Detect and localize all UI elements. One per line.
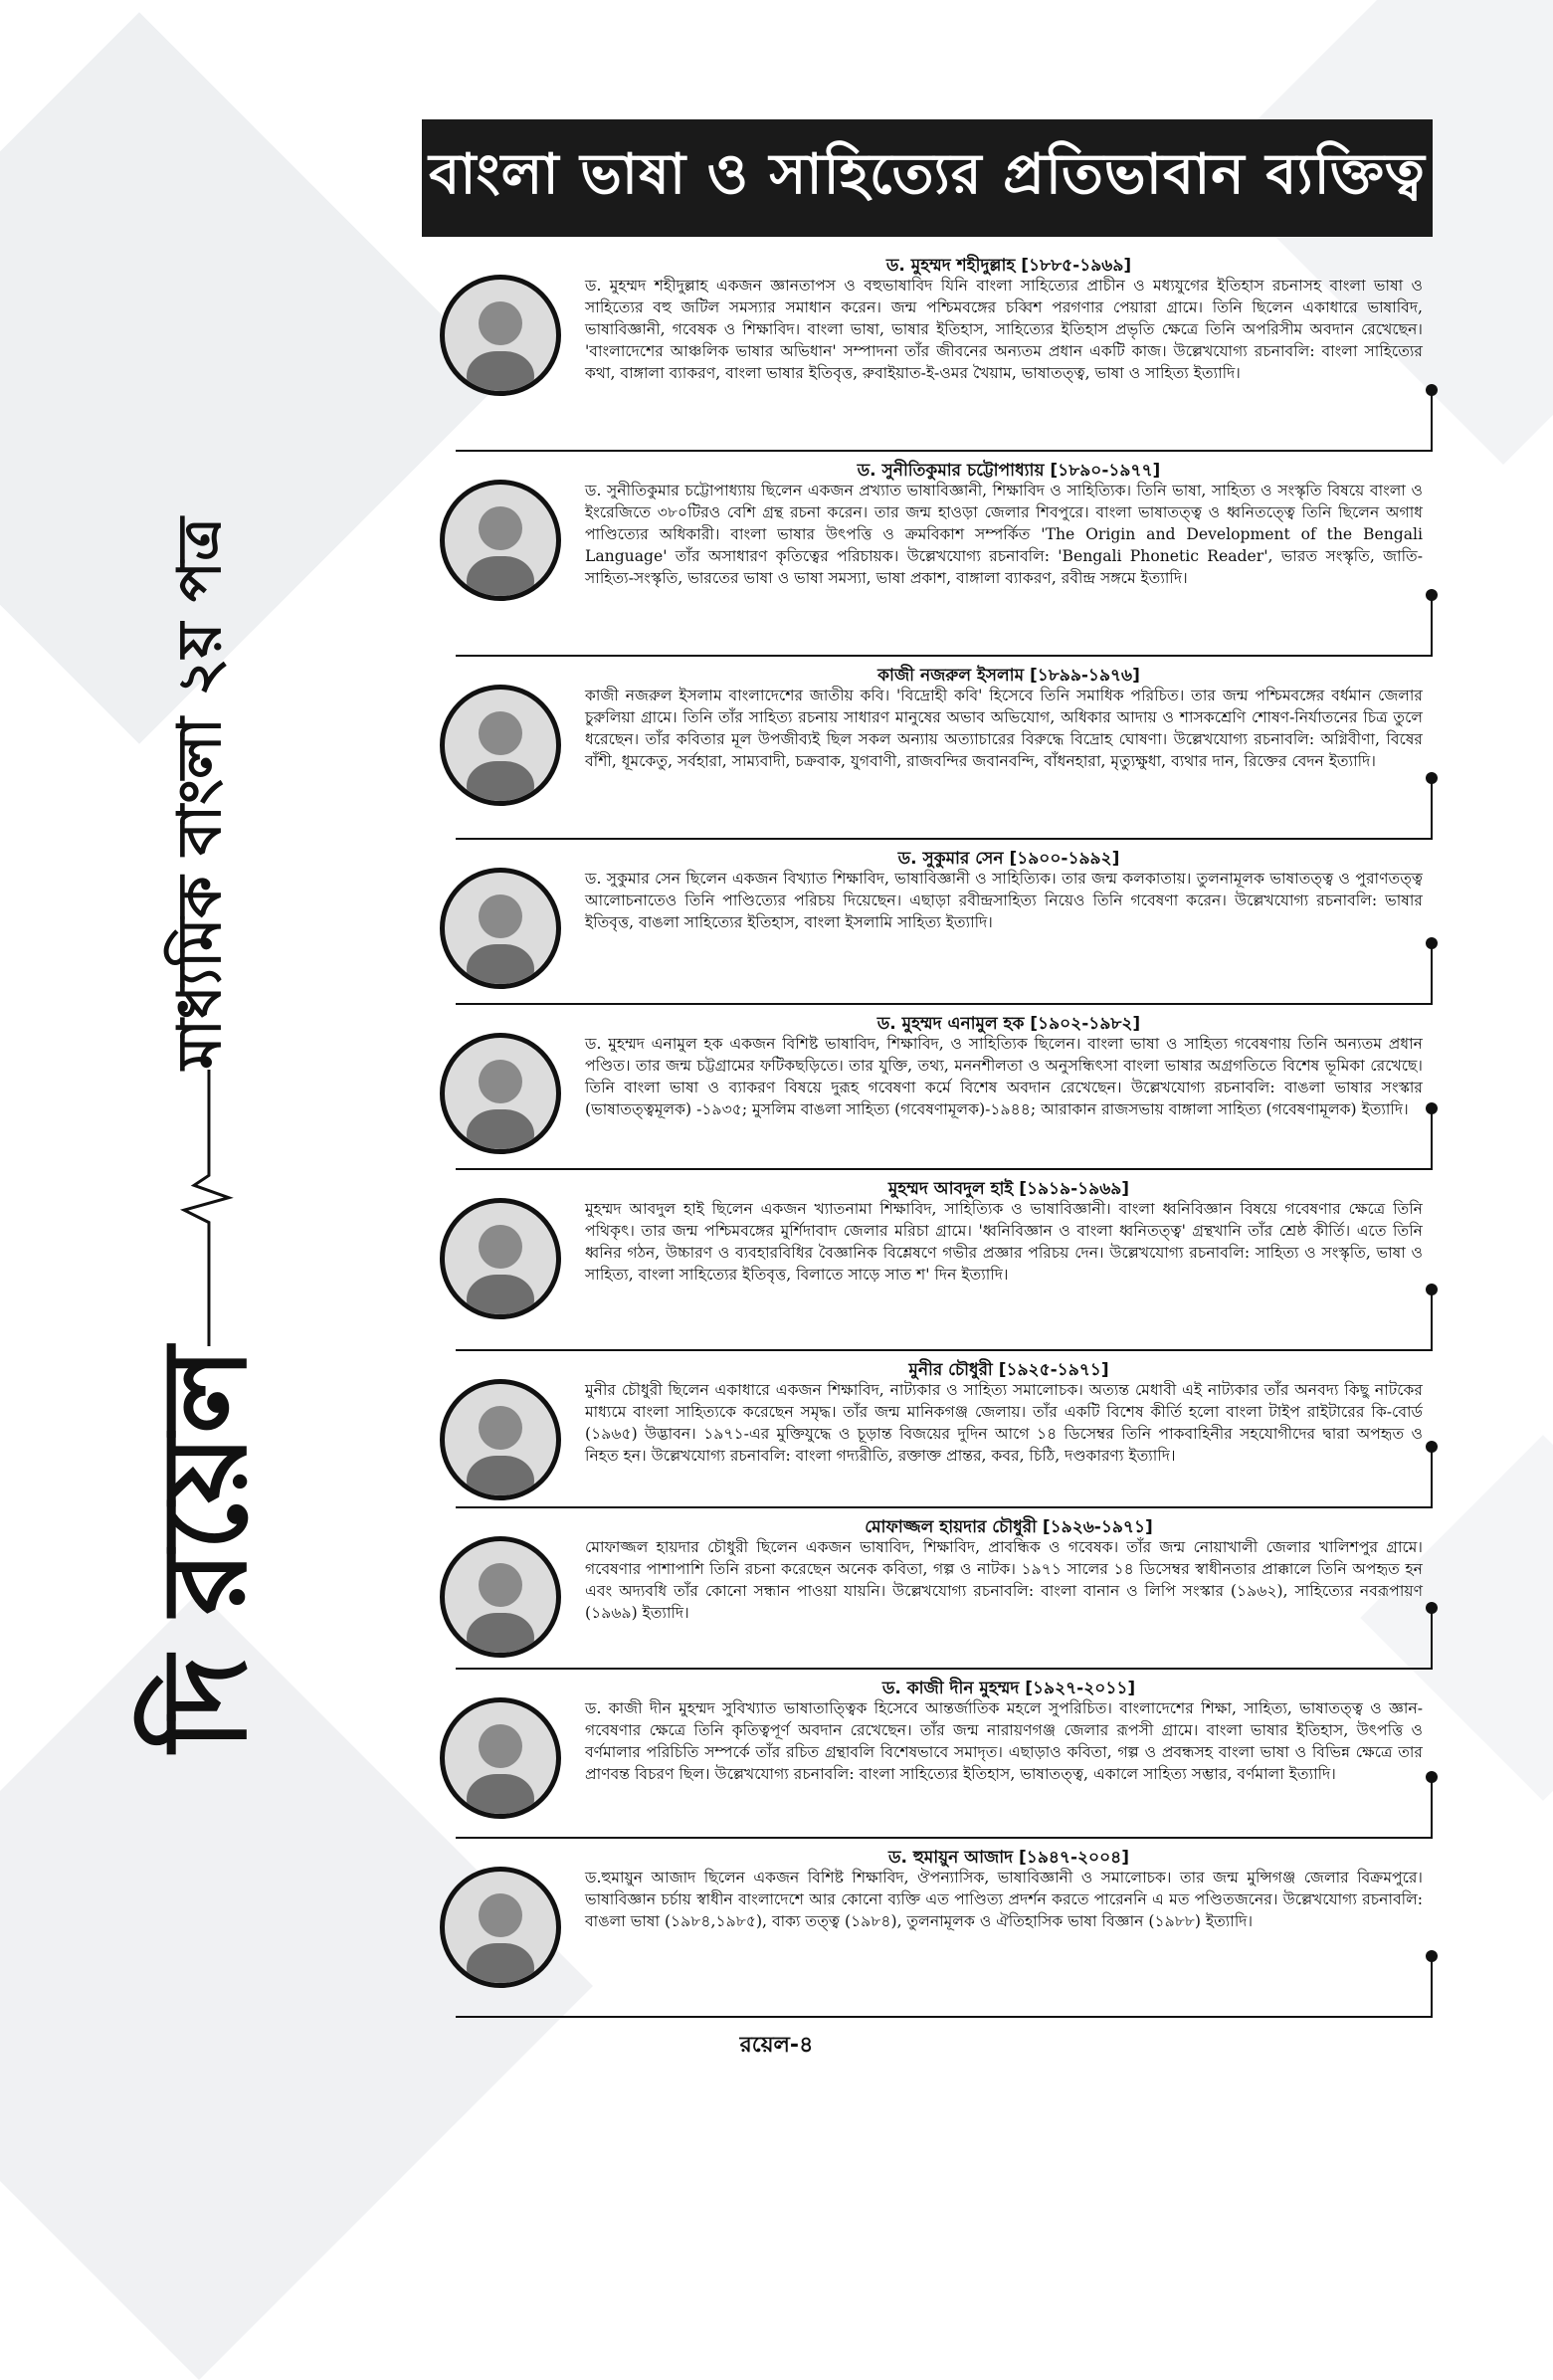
person-name: মোফাজ্জল হায়দার চৌধুরী [১৯২৬-১৯৭১]: [865, 1517, 1153, 1537]
separator-bracket: [1431, 780, 1433, 840]
separator-rule: [456, 1349, 1433, 1351]
separator-rule: [456, 1003, 1433, 1005]
bullet-dot-icon: [1426, 384, 1438, 396]
bullet-dot-icon: [1426, 1441, 1438, 1453]
portrait-photo: [440, 275, 561, 396]
separator-rule: [456, 655, 1433, 657]
separator-rule: [456, 2016, 1433, 2018]
person-biography: ড. সুকুমার সেন ছিলেন একজন বিখ্যাত শিক্ষাবিদ, ভাষাবিজ্ঞানী ও সাহিত্যিক। তার জন্ম কলকাতায়। তুলনামূলক ভাষাতত্ত্ব ও পুরাণতত্ত্ব আলোচনাতেও তিনি পাণ্ডিত্যের পরিচয় দিয়েছেন। এছাড়া রবীন্দ্রসাহিত্য নিয়েও তিনি গবেষণা করেন। উল্লেখযোগ্য রচনাবলি: ভাষার ইতিবৃত্ত, বাঙলা সাহিত্যের ইতিহাস, বাংলা ইসলামি সাহিত্য ইত্যাদি।: [585, 870, 1423, 931]
person-biography: কাজী নজরুল ইসলাম বাংলাদেশের জাতীয় কবি। 'বিদ্রোহী কবি' হিসেবে তিনি সমাধিক পরিচিত। তার জন্ম পশ্চিমবঙ্গের বর্ধমান জেলার চুরুলিয়া গ্রামে। তিনি তাঁর সাহিত্য রচনায় সাধারণ মানুষের অভাব অভিযোগ, অধিকার আদায় ও শাসকশ্রেণি শোষণ-নির্যাতনের চিত্র তুলে ধরেছেন। তাঁর কবিতার মূল উপজীব্যই ছিল সকল অন্যায় অত্যাচারের বিরুদ্ধে বিদ্রোহ ঘোষণা। উল্লেখযোগ্য রচনাবলি: অগ্নিবীণা, বিষের বাঁশী, ধূমকেতু, সর্বহারা, সাম্যবাদী, চক্রবাক, যুগবাণী, রাজবন্দির জবানবন্দি, বাঁধনহারা, মৃত্যুক্ষুধা, ব্যথার দান, রিক্তের বেদন ইত্যাদি।: [585, 687, 1423, 770]
separator-bracket: [1431, 1958, 1433, 2018]
biography-entry: [436, 1514, 1433, 1676]
separator-rule: [456, 838, 1433, 840]
bullet-dot-icon: [1426, 1102, 1438, 1114]
pulse-line-icon: [144, 1070, 264, 1347]
bullet-dot-icon: [1426, 1602, 1438, 1614]
biography-entry: [436, 1176, 1433, 1357]
biography-entry: [436, 1357, 1433, 1514]
person-biography: ড.হুমায়ুন আজাদ ছিলেন একজন বিশিষ্ট শিক্ষাবিদ, ঔপন্যাসিক, ভাষাবিজ্ঞানী ও সমালোচক। তার জন্ম মুন্সিগঞ্জ জেলার বিক্রমপুরে। ভাষাবিজ্ঞান চর্চায় স্বাধীন বাংলাদেশে আর কোনো ব্যক্তি এত পাণ্ডিত্য প্রদর্শন করতে পারেননি এ মত পণ্ডিতজনের। উল্লেখযোগ্য রচনাবলি: বাঙলা ভাষা (১৯৮৪,১৯৮৫), বাক্য তত্ত্ব (১৯৮৪), তুলনামূলক ও ঐতিহাসিক ভাষা বিজ্ঞান (১৯৮৮) ইত্যাদি।: [585, 1869, 1423, 1930]
biography-entry: [436, 846, 1433, 1011]
person-name: মুহম্মদ আবদুল হাই [১৯১৯-১৯৬৯]: [887, 1179, 1130, 1199]
biography-entry: [436, 663, 1433, 846]
portrait-photo: [440, 1198, 561, 1319]
person-name: ড. কাজী দীন মুহম্মদ [১৯২৭-২০১১]: [881, 1679, 1136, 1698]
person-name: ড. মুহম্মদ এনামুল হক [১৯০২-১৯৮২]: [876, 1014, 1141, 1034]
biography-entry: [436, 1845, 1433, 2024]
portrait-photo: [440, 1697, 561, 1819]
person-name: মুনীর চৌধুরী [১৯২৫-১৯৭১]: [908, 1360, 1109, 1380]
portrait-photo: [440, 1033, 561, 1154]
person-biography: ড. মুহম্মদ শহীদুল্লাহ একজন জ্ঞানতাপস ও বহুভাষাবিদ যিনি বাংলা সাহিত্যের প্রাচীন ও মধ্যযুগের ইতিহাস রচনাসহ বাংলা ভাষা ও সাহিত্যের বহু জটিল সমস্যার সমাধান করেন। জন্ম পশ্চিমবঙ্গের চব্বিশ পরগণার পেয়ারা গ্রামে। তিনি ছিলেন একাধারে ভাষাবিদ, ভাষাবিজ্ঞানী, গবেষক ও শিক্ষাবিদ। বাংলা ভাষা, ভাষার ইতিহাস, সাহিত্যের ইতিহাস প্রভৃতি ক্ষেত্রে তিনি অপরিসীম অবদান রেখেছেন। 'বাংলাদেশের আঞ্চলিক ভাষার অভিধান' সম্পাদনা তাঁর জীবনের অন্যতম প্রধান একটি কাজ। উল্লেখযোগ্য রচনাবলি: বাংলা সাহিত্যের কথা, বাঙ্গালা ব্যাকরণ, বাংলা ভাষার ইতিবৃত্ত, রুবাইয়াত-ই-ওমর খৈয়াম, ভাষাতত্ত্ব, ভাষা ও সাহিত্য ইত্যাদি।: [585, 277, 1423, 382]
page-title: বাংলা ভাষা ও সাহিত্যের প্রতিভাবান ব্যক্তিত্ব: [429, 142, 1426, 207]
person-biography: ড. কাজী দীন মুহম্মদ সুবিখ্যাত ভাষাতাত্ত্বিক হিসেবে আন্তর্জাতিক মহলে সুপরিচিত। বাংলাদেশের শিক্ষা, সাহিত্য, ভাষাতত্ত্ব ও জ্ঞান-গবেষণার ক্ষেত্রে তিনি কৃতিত্বপূর্ণ অবদান রেখেছেন। তাঁর জন্ম নারায়ণগঞ্জ জেলার রূপসী গ্রামে। বাংলা ভাষার ইতিহাস, উৎপত্তি ও বর্ণমালার পরিচিতি সম্পর্কে তাঁর রচিত গ্রন্থাবলি বিশেষভাবে সমাদৃত। এছাড়াও কবিতা, গল্প ও প্রবন্ধসহ বাংলা ভাষা ও বিভিন্ন ক্ষেত্রে তার প্রাণবন্ত বিচরণ ছিল। উল্লেখযোগ্য রচনাবলি: বাংলা সাহিত্যের ইতিহাস, ভাষাতত্ত্ব, একালে সাহিত্য সম্ভার, বর্ণমালা ইত্যাদি।: [585, 1699, 1423, 1783]
separator-rule: [456, 1168, 1433, 1170]
person-name: ড. সুকুমার সেন [১৯০০-১৯৯২]: [897, 849, 1120, 869]
portrait-photo: [440, 1536, 561, 1658]
separator-bracket: [1431, 1610, 1433, 1670]
person-biography: মুহম্মদ আবদুল হাই ছিলেন একজন খ্যাতনামা শিক্ষাবিদ, সাহিত্যিক ও ভাষাবিজ্ঞানী। বাংলা ধ্বনিবিজ্ঞান বিষয়ে গবেষণার ক্ষেত্রে তিনি পথিকৃৎ। তার জন্ম পশ্চিমবঙ্গের মুর্শিদাবাদ জেলার মরিচা গ্রামে। 'ধ্বনিবিজ্ঞান ও বাংলা ধ্বনিতত্ত্ব' গ্রন্থখানি তাঁর শ্রেষ্ঠ কীর্তি। এতে তিনি ধ্বনির গঠন, উচ্চারণ ও ব্যবহারবিধির বৈজ্ঞানিক বিশ্লেষণে গভীর প্রজ্ঞার পরিচয় দেন। উল্লেখযোগ্য রচনাবলি: সাহিত্য ও সংস্কৃতি, ভাষা ও সাহিত্য, বাংলা সাহিত্যের ইতিবৃত্ত, বিলাতে সাড়ে সাত শ' দিন ইত্যাদি।: [585, 1200, 1423, 1284]
separator-rule: [456, 1668, 1433, 1670]
biography-entry: [436, 253, 1433, 458]
portrait-photo: [440, 1379, 561, 1500]
separator-rule: [456, 450, 1433, 452]
brand-name: দি রয়েল: [135, 1346, 273, 1751]
portrait-photo: [440, 685, 561, 806]
bullet-dot-icon: [1426, 1771, 1438, 1783]
separator-rule: [456, 1837, 1433, 1839]
separator-rule: [456, 1506, 1433, 1508]
bullet-dot-icon: [1426, 772, 1438, 784]
person-biography: ড. মুহম্মদ এনামুল হক একজন বিশিষ্ট ভাষাবিদ, শিক্ষাবিদ, ও সাহিত্যিক ছিলেন। বাংলা ভাষা ও সাহিত্য গবেষণায় তিনি অন্যতম প্রধান পণ্ডিত। তার জন্ম চট্টগ্রামের ফটিকছড়িতে। তার যুক্তি, তথ্য, মননশীলতা ও অনুসন্ধিৎসা বাংলা ভাষার অগ্রগতিতে বিশেষ ভূমিকা রেখেছে। তিনি বাংলা ভাষা ও ব্যাকরণ বিষয়ে দুরূহ গবেষণা কর্মে বিশেষ অবদান রেখেছেন। উল্লেখযোগ্য রচনাবলি: বাঙলা ভাষার সংস্কার (ভাষাতত্ত্বমূলক) -১৯৩৫; মুসলিম বাঙলা সাহিত্য (গবেষণামূলক)-১৯৪৪; আরাকান রাজসভায় বাঙ্গালা সাহিত্য (গবেষণামূলক) ইত্যাদি।: [585, 1035, 1423, 1118]
separator-bracket: [1431, 1110, 1433, 1170]
biography-entry: [436, 458, 1433, 663]
portrait-photo: [440, 480, 561, 601]
separator-bracket: [1431, 1449, 1433, 1508]
book-subtitle: মাধ্যমিক বাংলা ২য় পত্র: [165, 517, 235, 1070]
person-name: ড. মুহম্মদ শহীদুল্লাহ [১৮৮৫-১৯৬৯]: [885, 256, 1132, 276]
portrait-photo: [440, 868, 561, 989]
person-biography: ড. সুনীতিকুমার চট্টোপাধ্যায় ছিলেন একজন প্রখ্যাত ভাষাবিজ্ঞানী, শিক্ষাবিদ ও সাহিত্যিক। তিনি ভাষা, সাহিত্য ও সংস্কৃতি বিষয়ে বাংলা ও ইংরেজিতে ৩৮০টিরও বেশি গ্রন্থ রচনা করেন। তার জন্ম হাওড়া জেলার শিবপুরে। বাংলা ভাষাতত্ত্ব ও ধ্বনিতত্ত্বে তিনি ছিলেন অগাধ পাণ্ডিত্যের অধিকারী। বাংলা ভাষার উৎপত্তি ও ক্রমবিকাশ সম্পর্কিত 'The Origin and Development of the Bengali Language' তাঁর অসাধারণ কৃতিত্বের পরিচায়ক। উল্লেখযোগ্য রচনাবলি: 'Bengali Phonetic Reader', ভারত সংস্কৃতি, জাতি-সাহিত্য-সংস্কৃতি, ভারতের ভাষা ও ভাষা সমস্যা, ভাষা প্রকাশ, বাঙ্গালা ব্যাকরণ, রবীন্দ্র সঙ্গমে ইত্যাদি।: [585, 482, 1423, 587]
bullet-dot-icon: [1426, 937, 1438, 949]
separator-bracket: [1431, 945, 1433, 1005]
portrait-photo: [440, 1867, 561, 1988]
side-brand: [119, 517, 289, 1751]
person-biography: মোফাজ্জল হায়দার চৌধুরী ছিলেন একজন ভাষাবিদ, শিক্ষাবিদ, প্রাবন্ধিক ও গবেষক। তাঁর জন্ম নোয়াখালী জেলার খালিশপুর গ্রামে। গবেষণার পাশাপাশি তিনি রচনা করেছেন অনেক কবিতা, গল্প ও নাটক। ১৯৭১ সালের ১৪ ডিসেম্বর স্বাধীনতার প্রাক্কালে তিনি অপহৃত হন এবং অদ্যবধি তাঁর কোনো সন্ধান পাওয়া যায়নি। উল্লেখযোগ্য রচনাবলি: বাংলা বানান ও লিপি সংস্কার (১৯৬২), সাহিত্যের নবরূপায়ণ (১৯৬৯) ইত্যাদি।: [585, 1538, 1423, 1622]
page-footer: রয়েল-৪: [739, 2033, 814, 2058]
separator-bracket: [1431, 597, 1433, 657]
separator-bracket: [1431, 1779, 1433, 1839]
person-biography: মুনীর চৌধুরী ছিলেন একাধারে একজন শিক্ষাবিদ, নাট্যকার ও সাহিত্য সমালোচক। অত্যন্ত মেধাবী এই নাট্যকার তাঁর অনবদ্য কিছু নাটকের মাধ্যমে বাংলা সাহিত্যকে করেছেন সমৃদ্ধ। তাঁর জন্ম মানিকগঞ্জ জেলায়। তাঁর একটি বিশেষ কীর্তি হলো বাংলা টাইপ রাইটারের কি-বোর্ড (১৯৬৫) উদ্ভাবন। ১৯৭১-এর মুক্তিযুদ্ধে ও চূড়ান্ত বিজয়ের দুদিন আগে ১৪ ডিসেম্বর তিনি পাকবাহিনীর সহযোগীদের দ্বারা অপহৃত ও নিহত হন। উল্লেখযোগ্য রচনাবলি: বাংলা গদ্যরীতি, রক্তাক্ত প্রান্তর, কবর, চিঠি, দণ্ডকারণ্য ইত্যাদি।: [585, 1381, 1423, 1465]
bullet-dot-icon: [1426, 1950, 1438, 1962]
biography-entry: [436, 1676, 1433, 1845]
bullet-dot-icon: [1426, 1284, 1438, 1295]
person-name: কাজী নজরুল ইসলাম [১৮৯৯-১৯৭৬]: [877, 666, 1140, 686]
person-name: ড. হুমায়ুন আজাদ [১৯৪৭-২০০৪]: [888, 1848, 1129, 1868]
bullet-dot-icon: [1426, 589, 1438, 601]
page-title-banner: [422, 119, 1433, 237]
separator-bracket: [1431, 392, 1433, 452]
person-name: ড. সুনীতিকুমার চট্টোপাধ্যায় [১৮৯০-১৯৭৭]: [857, 461, 1161, 481]
biography-entry: [436, 1011, 1433, 1176]
separator-bracket: [1431, 1291, 1433, 1351]
